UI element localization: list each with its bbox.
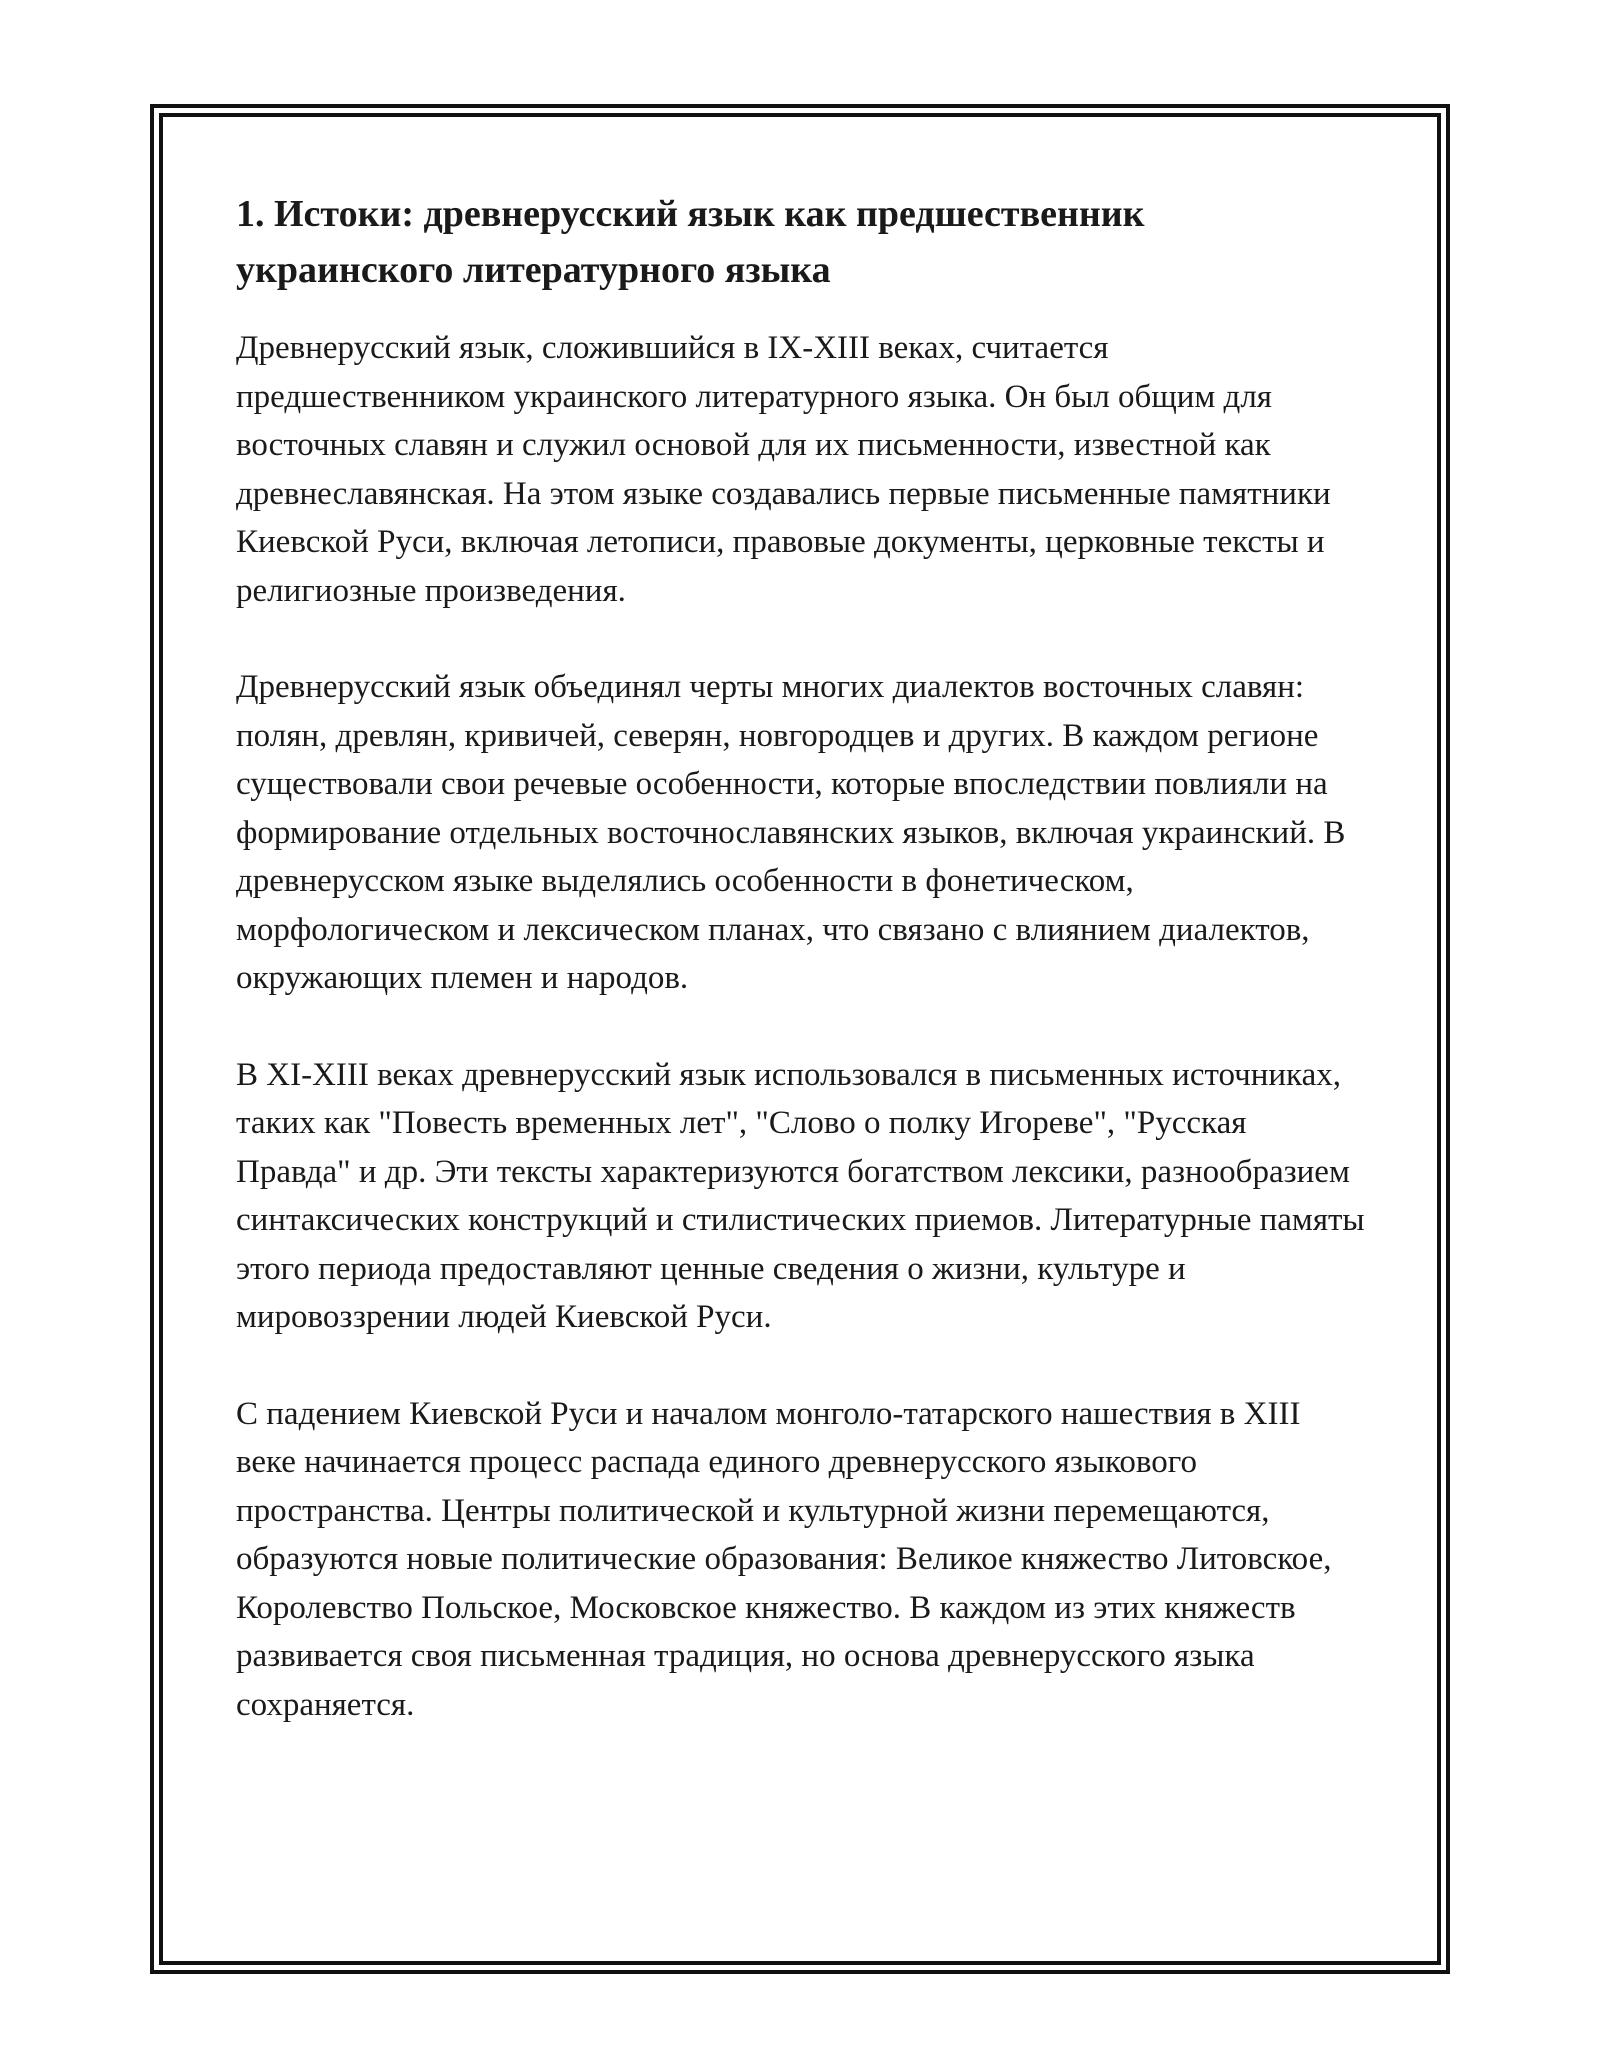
paragraph-4: С падением Киевской Руси и началом монголо-татарского нашествия в XIII веке начинается процесс распада единого древнерусского языкового пространства. Центры политической и культурной жизни перемещаются, образуются новые политические образования: Великое княжество Литовское, Королевство Польское, Московское княжество. В каждом из этих княжеств развивается своя письменная традиция, но основа древнерусского языка сохраняется. xyxy=(236,1395,1332,1723)
paragraph-2: Древнерусский язык объединял черты многих диалектов восточных славян: полян, древлян, кривичей, северян, новгородцев и других. В каждом регионе существовали свои речевые особенности, которые впоследствии повлияли на формирование отдельных восточнославянских языков, включая украинский. В древнерусском языке выделялись особенности в фонетическом, морфологическом и лексическом планах, что связано с влиянием диалектов, окружающих племен и народов. xyxy=(236,669,1346,996)
paragraph-1: Древнерусский язык, сложившийся в IX-XIII веках, считается предшественником украинского литературного языка. Он был общим для восточных славян и служил основой для их письменности, известной как древнеславянская. На этом языке создавались первые письменные памятники Киевской Руси, включая летописи, правовые документы, церковные тексты и религиозные произведения. xyxy=(236,330,1331,609)
section-heading: 1. Истоки: древнерусский язык как предшественник украинского литературного языка xyxy=(236,193,1145,291)
paragraph-3: В XI-XIII веках древнерусский язык использовался в письменных источниках, таких как "Повесть временных лет", "Слово о полку Игореве", "Русская Правда" и др. Эти тексты характеризуются богатством лексики, разнообразием синтаксических конструкций и стилистических приемов. Литературные памяты этого периода предоставляют ценные сведения о жизни, культуре и мировоззрении людей Киевской Руси. xyxy=(236,1056,1365,1335)
document-body xyxy=(236,186,1366,1777)
